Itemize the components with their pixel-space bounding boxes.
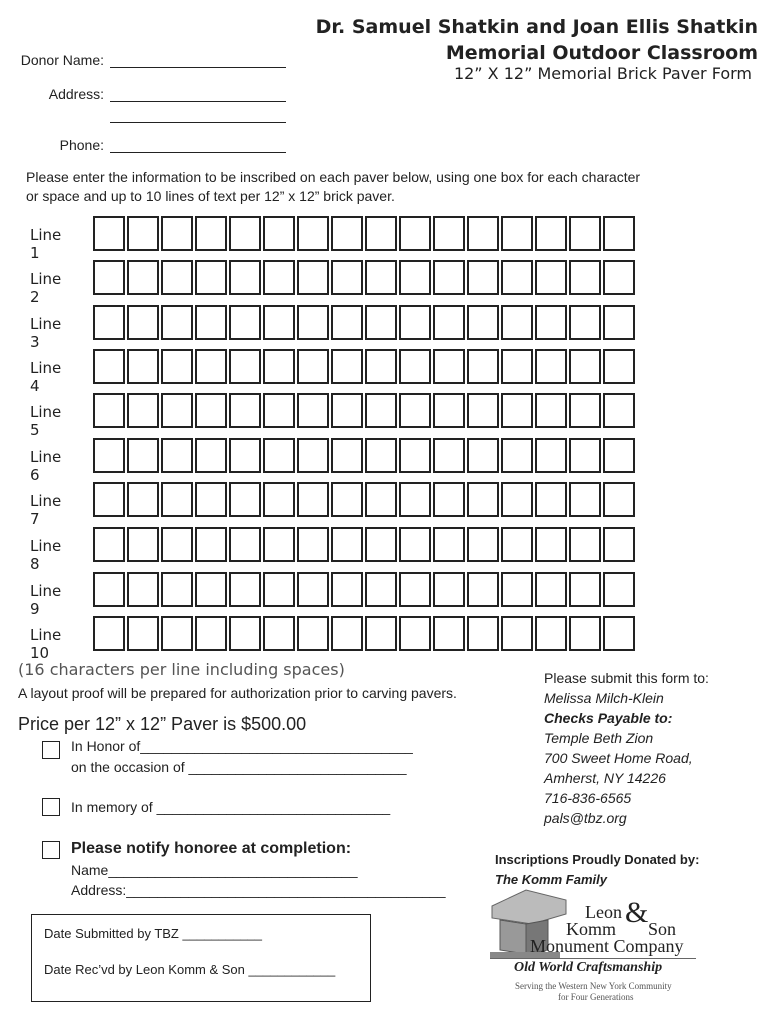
character-box[interactable] bbox=[603, 527, 635, 562]
character-box[interactable] bbox=[433, 527, 465, 562]
character-box[interactable] bbox=[297, 216, 329, 251]
character-box[interactable] bbox=[399, 349, 431, 384]
character-box[interactable] bbox=[161, 572, 193, 607]
donation-block bbox=[495, 850, 699, 890]
character-box[interactable] bbox=[161, 305, 193, 340]
character-box[interactable] bbox=[263, 527, 295, 562]
character-box[interactable] bbox=[127, 349, 159, 384]
character-box[interactable] bbox=[603, 616, 635, 651]
logo-ampersand: & bbox=[625, 896, 649, 929]
character-boxes bbox=[93, 572, 635, 607]
character-boxes bbox=[93, 305, 635, 340]
character-box[interactable] bbox=[263, 349, 295, 384]
character-box[interactable] bbox=[399, 527, 431, 562]
character-box[interactable] bbox=[229, 349, 261, 384]
character-box[interactable] bbox=[535, 572, 567, 607]
character-box[interactable] bbox=[127, 393, 159, 428]
character-box[interactable] bbox=[467, 260, 499, 295]
character-box[interactable] bbox=[399, 572, 431, 607]
character-box[interactable] bbox=[229, 482, 261, 517]
character-box[interactable] bbox=[467, 393, 499, 428]
character-box[interactable] bbox=[433, 482, 465, 517]
character-box[interactable] bbox=[433, 393, 465, 428]
character-box[interactable] bbox=[535, 482, 567, 517]
character-box[interactable] bbox=[365, 393, 397, 428]
character-box[interactable] bbox=[467, 216, 499, 251]
phone-number: 716-836-6565 bbox=[544, 790, 632, 806]
character-box[interactable] bbox=[535, 349, 567, 384]
honor-checkbox[interactable] bbox=[42, 741, 60, 759]
character-box[interactable] bbox=[93, 349, 125, 384]
memory-checkbox[interactable] bbox=[42, 798, 60, 816]
character-box[interactable] bbox=[93, 616, 125, 651]
character-box[interactable] bbox=[535, 438, 567, 473]
character-box[interactable] bbox=[569, 216, 601, 251]
character-box[interactable] bbox=[365, 349, 397, 384]
date-submitted: Date Submitted by TBZ ___________ bbox=[44, 926, 263, 941]
character-boxes bbox=[93, 260, 635, 295]
character-box[interactable] bbox=[535, 260, 567, 295]
character-box[interactable] bbox=[331, 260, 363, 295]
character-box[interactable] bbox=[331, 616, 363, 651]
character-box[interactable] bbox=[501, 527, 533, 562]
character-box[interactable] bbox=[331, 216, 363, 251]
character-box[interactable] bbox=[467, 438, 499, 473]
characters-note: (16 characters per line including spaces) bbox=[18, 660, 345, 679]
character-box[interactable] bbox=[93, 438, 125, 473]
character-box[interactable] bbox=[297, 349, 329, 384]
subtitle: 12” X 12” Memorial Brick Paver Form bbox=[453, 64, 752, 83]
character-boxes bbox=[93, 438, 635, 473]
logo-small-2: for Four Generations bbox=[558, 992, 634, 1002]
price-text: Price per 12” x 12” Paver is $500.00 bbox=[18, 714, 307, 734]
character-boxes bbox=[93, 482, 635, 517]
character-box[interactable] bbox=[93, 572, 125, 607]
character-box[interactable] bbox=[365, 527, 397, 562]
honoree-address-label: Address:_________________________________________ bbox=[71, 882, 446, 898]
address-label: Address: bbox=[48, 86, 104, 102]
character-box[interactable] bbox=[331, 572, 363, 607]
character-box[interactable] bbox=[399, 260, 431, 295]
character-box[interactable] bbox=[229, 393, 261, 428]
character-box[interactable] bbox=[501, 393, 533, 428]
donor-name-field[interactable] bbox=[110, 66, 286, 68]
character-box[interactable] bbox=[195, 438, 227, 473]
character-box[interactable] bbox=[569, 438, 601, 473]
character-box[interactable] bbox=[501, 305, 533, 340]
character-box[interactable] bbox=[93, 482, 125, 517]
character-box[interactable] bbox=[195, 527, 227, 562]
title-line-1: Dr. Samuel Shatkin and Joan Ellis Shatkin bbox=[315, 16, 758, 38]
notify-checkbox[interactable] bbox=[42, 841, 60, 859]
character-box[interactable] bbox=[365, 572, 397, 607]
character-box[interactable] bbox=[161, 260, 193, 295]
character-box[interactable] bbox=[161, 438, 193, 473]
character-box[interactable] bbox=[161, 616, 193, 651]
memory-label: In memory of ______________________________ bbox=[71, 799, 391, 815]
character-box[interactable] bbox=[195, 305, 227, 340]
komm-logo bbox=[486, 888, 716, 1006]
line-label: Line 6 bbox=[30, 448, 62, 484]
character-box[interactable] bbox=[603, 216, 635, 251]
character-box[interactable] bbox=[161, 349, 193, 384]
character-box[interactable] bbox=[569, 393, 601, 428]
submit-block bbox=[544, 668, 709, 828]
character-box[interactable] bbox=[501, 216, 533, 251]
email-address: pals@tbz.org bbox=[544, 810, 627, 826]
character-box[interactable] bbox=[331, 527, 363, 562]
character-box[interactable] bbox=[365, 482, 397, 517]
character-box[interactable] bbox=[535, 616, 567, 651]
line-label: Line 1 bbox=[30, 226, 62, 262]
logo-monument-company: Monument Company bbox=[530, 936, 684, 956]
character-box[interactable] bbox=[297, 572, 329, 607]
character-box[interactable] bbox=[297, 393, 329, 428]
character-box[interactable] bbox=[331, 305, 363, 340]
character-box[interactable] bbox=[263, 482, 295, 517]
character-box[interactable] bbox=[603, 438, 635, 473]
character-box[interactable] bbox=[535, 527, 567, 562]
character-box[interactable] bbox=[433, 216, 465, 251]
character-boxes bbox=[93, 393, 635, 428]
character-box[interactable] bbox=[365, 438, 397, 473]
character-box[interactable] bbox=[263, 305, 295, 340]
character-box[interactable] bbox=[535, 305, 567, 340]
character-box[interactable] bbox=[127, 616, 159, 651]
line-label: Line 2 bbox=[30, 270, 62, 306]
character-box[interactable] bbox=[569, 572, 601, 607]
character-box[interactable] bbox=[93, 393, 125, 428]
character-box[interactable] bbox=[263, 216, 295, 251]
character-box[interactable] bbox=[365, 305, 397, 340]
character-boxes bbox=[93, 616, 635, 651]
character-box[interactable] bbox=[399, 216, 431, 251]
character-box[interactable] bbox=[127, 216, 159, 251]
logo-tagline: Old World Craftsmanship bbox=[514, 960, 663, 975]
donor-name-label: Donor Name: bbox=[20, 52, 104, 68]
character-box[interactable] bbox=[331, 482, 363, 517]
character-box[interactable] bbox=[399, 305, 431, 340]
character-box[interactable] bbox=[603, 260, 635, 295]
character-box[interactable] bbox=[229, 438, 261, 473]
phone-field[interactable] bbox=[110, 151, 286, 153]
character-box[interactable] bbox=[603, 482, 635, 517]
character-box[interactable] bbox=[229, 572, 261, 607]
character-box[interactable] bbox=[127, 527, 159, 562]
line-label: Line 4 bbox=[30, 359, 62, 395]
character-box[interactable] bbox=[569, 349, 601, 384]
layout-proof-note: A layout proof will be prepared for authorization prior to carving pavers. bbox=[18, 685, 457, 701]
character-boxes bbox=[93, 527, 635, 562]
character-box[interactable] bbox=[263, 260, 295, 295]
address-field-1[interactable] bbox=[110, 100, 286, 102]
character-box[interactable] bbox=[127, 482, 159, 517]
character-box[interactable] bbox=[93, 305, 125, 340]
character-box[interactable] bbox=[535, 216, 567, 251]
submit-contact: Melissa Milch-Klein bbox=[544, 690, 664, 706]
line-label: Line 5 bbox=[30, 403, 62, 439]
phone-label: Phone: bbox=[59, 137, 104, 153]
character-box[interactable] bbox=[535, 393, 567, 428]
honoree-name-label: Name________________________________ bbox=[71, 862, 358, 878]
character-box[interactable] bbox=[229, 527, 261, 562]
character-box[interactable] bbox=[603, 305, 635, 340]
donation-heading: Inscriptions Proudly Donated by: bbox=[495, 852, 700, 867]
character-box[interactable] bbox=[603, 572, 635, 607]
character-box[interactable] bbox=[229, 305, 261, 340]
character-box[interactable] bbox=[467, 572, 499, 607]
character-box[interactable] bbox=[501, 572, 533, 607]
character-box[interactable] bbox=[603, 349, 635, 384]
honor-label: In Honor of___________________________________ bbox=[71, 738, 413, 754]
character-box[interactable] bbox=[127, 305, 159, 340]
character-box[interactable] bbox=[331, 438, 363, 473]
character-box[interactable] bbox=[501, 616, 533, 651]
character-box[interactable] bbox=[297, 438, 329, 473]
character-box[interactable] bbox=[297, 482, 329, 517]
character-box[interactable] bbox=[195, 482, 227, 517]
character-box[interactable] bbox=[501, 482, 533, 517]
line-label: Line 7 bbox=[30, 492, 62, 528]
character-box[interactable] bbox=[93, 260, 125, 295]
logo-divider bbox=[490, 958, 696, 959]
character-box[interactable] bbox=[569, 527, 601, 562]
character-box[interactable] bbox=[195, 349, 227, 384]
character-box[interactable] bbox=[433, 438, 465, 473]
character-box[interactable] bbox=[195, 393, 227, 428]
character-box[interactable] bbox=[93, 216, 125, 251]
payee: Temple Beth Zion bbox=[544, 730, 654, 746]
character-box[interactable] bbox=[263, 572, 295, 607]
line-label: Line 9 bbox=[30, 582, 62, 618]
character-box[interactable] bbox=[263, 616, 295, 651]
character-box[interactable] bbox=[603, 393, 635, 428]
character-box[interactable] bbox=[433, 616, 465, 651]
character-box[interactable] bbox=[263, 438, 295, 473]
logo-leon: Leon bbox=[585, 902, 622, 922]
character-box[interactable] bbox=[297, 260, 329, 295]
line-label: Line 3 bbox=[30, 315, 62, 351]
character-box[interactable] bbox=[467, 349, 499, 384]
instructions-line-2: or space and up to 10 lines of text per 12” x 12” brick paver. bbox=[26, 188, 395, 204]
character-box[interactable] bbox=[195, 216, 227, 251]
character-box[interactable] bbox=[569, 616, 601, 651]
character-box[interactable] bbox=[467, 482, 499, 517]
character-box[interactable] bbox=[297, 616, 329, 651]
instructions-line-1: Please enter the information to be inscribed on each paver below, using one box for each character bbox=[26, 169, 641, 185]
character-box[interactable] bbox=[195, 616, 227, 651]
character-box[interactable] bbox=[229, 616, 261, 651]
logo-son: Son bbox=[648, 919, 677, 939]
character-box[interactable] bbox=[399, 616, 431, 651]
character-box[interactable] bbox=[569, 305, 601, 340]
character-box[interactable] bbox=[365, 260, 397, 295]
logo-komm: Komm bbox=[566, 919, 617, 939]
logo-small-1: Serving the Western New York Community bbox=[515, 981, 672, 991]
line-label: Line 10 bbox=[30, 626, 62, 662]
instructions bbox=[26, 168, 726, 206]
character-boxes bbox=[93, 216, 635, 251]
character-box[interactable] bbox=[297, 305, 329, 340]
character-box[interactable] bbox=[569, 260, 601, 295]
character-box[interactable] bbox=[229, 260, 261, 295]
character-box[interactable] bbox=[433, 260, 465, 295]
character-box[interactable] bbox=[331, 349, 363, 384]
character-box[interactable] bbox=[501, 260, 533, 295]
character-box[interactable] bbox=[263, 393, 295, 428]
character-box[interactable] bbox=[161, 216, 193, 251]
character-box[interactable] bbox=[467, 616, 499, 651]
character-boxes bbox=[93, 349, 635, 384]
character-box[interactable] bbox=[569, 482, 601, 517]
character-box[interactable] bbox=[93, 527, 125, 562]
character-box[interactable] bbox=[433, 572, 465, 607]
character-box[interactable] bbox=[467, 527, 499, 562]
character-box[interactable] bbox=[365, 616, 397, 651]
character-box[interactable] bbox=[161, 482, 193, 517]
donation-donor: The Komm Family bbox=[495, 872, 607, 887]
character-box[interactable] bbox=[195, 260, 227, 295]
character-box[interactable] bbox=[433, 305, 465, 340]
character-box[interactable] bbox=[467, 305, 499, 340]
character-box[interactable] bbox=[195, 572, 227, 607]
character-box[interactable] bbox=[229, 216, 261, 251]
date-received: Date Rec’vd by Leon Komm & Son ____________ bbox=[44, 962, 336, 977]
character-box[interactable] bbox=[365, 216, 397, 251]
character-box[interactable] bbox=[331, 393, 363, 428]
character-box[interactable] bbox=[501, 438, 533, 473]
line-label: Line 8 bbox=[30, 537, 62, 573]
checks-payable-label: Checks Payable to: bbox=[544, 710, 673, 726]
notify-label: Please notify honoree at completion: bbox=[71, 840, 352, 857]
character-box[interactable] bbox=[127, 260, 159, 295]
character-box[interactable] bbox=[161, 527, 193, 562]
character-box[interactable] bbox=[433, 349, 465, 384]
character-box[interactable] bbox=[127, 438, 159, 473]
address-field-2[interactable] bbox=[110, 121, 286, 123]
title-line-2: Memorial Outdoor Classroom bbox=[445, 42, 758, 64]
character-box[interactable] bbox=[399, 482, 431, 517]
occasion-label: on the occasion of ____________________________ bbox=[71, 759, 407, 775]
submit-heading: Please submit this form to: bbox=[544, 670, 709, 686]
character-box[interactable] bbox=[161, 393, 193, 428]
character-box[interactable] bbox=[297, 527, 329, 562]
street-address: 700 Sweet Home Road, bbox=[544, 750, 693, 766]
character-box[interactable] bbox=[399, 393, 431, 428]
date-box bbox=[31, 914, 371, 1002]
city-address: Amherst, NY 14226 bbox=[544, 770, 666, 786]
character-box[interactable] bbox=[127, 572, 159, 607]
character-box[interactable] bbox=[501, 349, 533, 384]
character-box[interactable] bbox=[399, 438, 431, 473]
